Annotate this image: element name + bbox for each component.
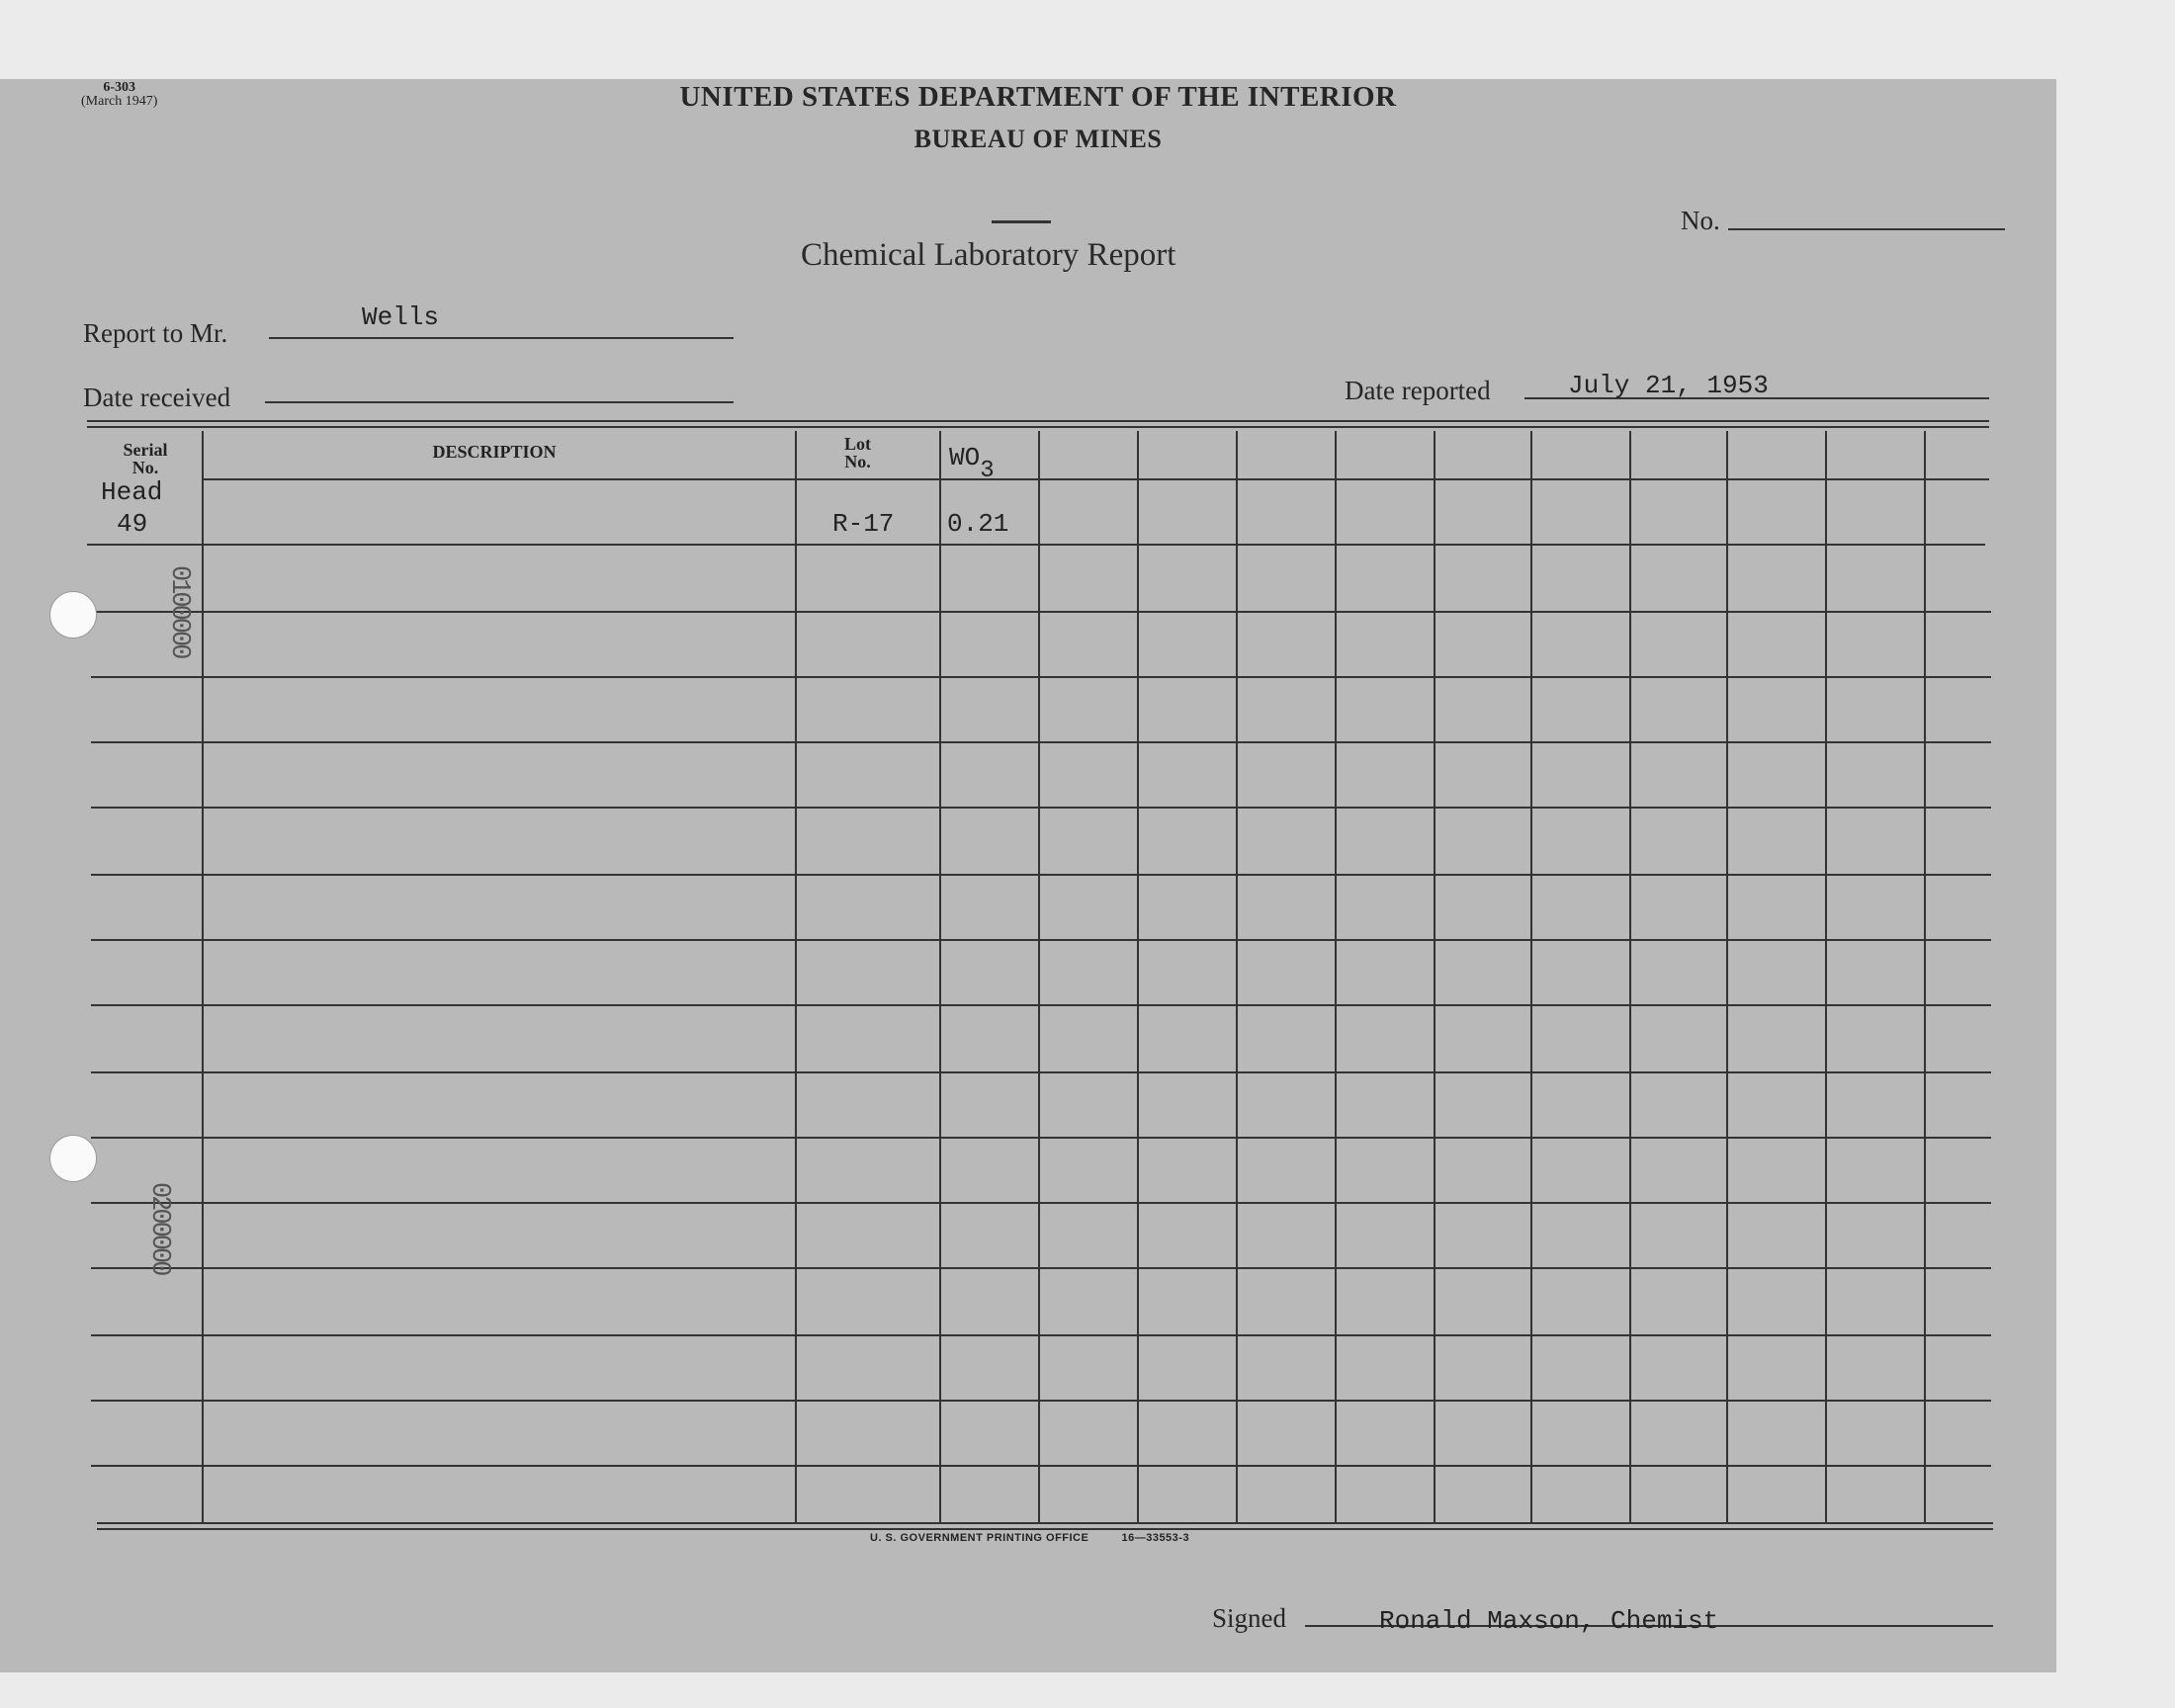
serial-value-line1: Head	[101, 477, 163, 507]
table-row-rule	[91, 1465, 1991, 1467]
printer-name: U. S. GOVERNMENT PRINTING OFFICE	[870, 1532, 1089, 1544]
table-row-rule	[91, 1202, 1991, 1204]
report-to-label: Report to Mr.	[83, 318, 228, 348]
serial-header-line1: Serial	[123, 440, 168, 460]
lot-value: R-17	[832, 509, 895, 539]
table-top-rule-2	[87, 426, 1989, 428]
lot-no-header	[791, 435, 924, 470]
table-column-rule	[1629, 431, 1631, 1522]
form-number-block	[81, 81, 157, 109]
table-row-rule	[91, 939, 1991, 941]
form-edition: (March 1947)	[81, 94, 158, 109]
printer-code: 16—33553-3	[1121, 1532, 1190, 1544]
table-column-rule	[1236, 431, 1238, 1522]
table-column-rule	[795, 431, 797, 1522]
report-to-value: Wells	[362, 302, 440, 332]
report-number-label: No.	[1681, 206, 1720, 235]
margin-stamp-lower: 0200000	[144, 1182, 174, 1274]
table-column-rule	[1434, 431, 1436, 1522]
form-number: 6-303	[103, 80, 136, 95]
table-row-rule	[91, 676, 1991, 678]
description-header: DESCRIPTION	[432, 442, 557, 462]
date-received-line	[265, 401, 734, 403]
analyte-symbol: WO	[949, 443, 981, 472]
report-number-line	[1728, 228, 2005, 230]
table-row-rule	[91, 874, 1991, 876]
table-top-rule-1	[87, 420, 1989, 422]
table-column-rule	[1038, 431, 1040, 1522]
table-row-rule	[91, 741, 1991, 743]
table-column-rule	[202, 431, 204, 1522]
printing-office-credit	[870, 1532, 1189, 1544]
date-reported-value: July 21, 1953	[1568, 371, 1769, 400]
table-column-rule	[1825, 431, 1827, 1522]
punch-hole-lower	[49, 1135, 97, 1182]
signed-label: Signed	[1212, 1603, 1287, 1633]
agency-heading: UNITED STATES DEPARTMENT OF THE INTERIOR	[679, 81, 1397, 113]
serial-header-line2: No.	[131, 458, 159, 477]
analyte-subscript: 3	[980, 458, 995, 484]
table-row-rule	[91, 1004, 1991, 1006]
header-row-rule	[202, 478, 1989, 480]
table-bottom-rule-2	[97, 1528, 1993, 1530]
margin-stamp-upper: 0100000	[164, 565, 194, 657]
serial-no-header	[101, 441, 190, 476]
table-column-rule	[1726, 431, 1728, 1522]
table-bottom-rule-1	[97, 1522, 1993, 1524]
date-reported-label: Date reported	[1345, 376, 1491, 405]
header-divider	[992, 220, 1051, 223]
table-row-rule	[91, 611, 1991, 613]
table-column-rule	[939, 431, 941, 1522]
table-column-rule	[1530, 431, 1532, 1522]
bureau-heading: BUREAU OF MINES	[914, 125, 1163, 153]
table-row-rule	[91, 1137, 1991, 1139]
table-row-rule	[91, 1400, 1991, 1402]
report-sheet	[0, 79, 2056, 1672]
signature-value: Ronald Maxson, Chemist	[1379, 1606, 1719, 1636]
table-row-rule	[91, 1334, 1991, 1336]
analyte-header	[949, 443, 995, 484]
punch-hole-upper	[49, 591, 97, 639]
table-row-rule	[91, 1071, 1991, 1073]
lot-header-line1: Lot	[844, 434, 871, 454]
table-row-rule	[87, 544, 1985, 546]
table-column-rule	[1335, 431, 1337, 1522]
table-row-rule	[91, 1267, 1991, 1269]
table-row-rule	[91, 807, 1991, 809]
lot-header-line2: No.	[844, 452, 871, 471]
table-column-rule	[1924, 431, 1926, 1522]
table-column-rule	[1137, 431, 1139, 1522]
wo3-value: 0.21	[947, 509, 1009, 539]
date-received-label: Date received	[83, 383, 231, 412]
report-to-line	[269, 337, 734, 339]
report-title: Chemical Laboratory Report	[801, 237, 1176, 273]
serial-value-line2: 49	[117, 509, 148, 539]
